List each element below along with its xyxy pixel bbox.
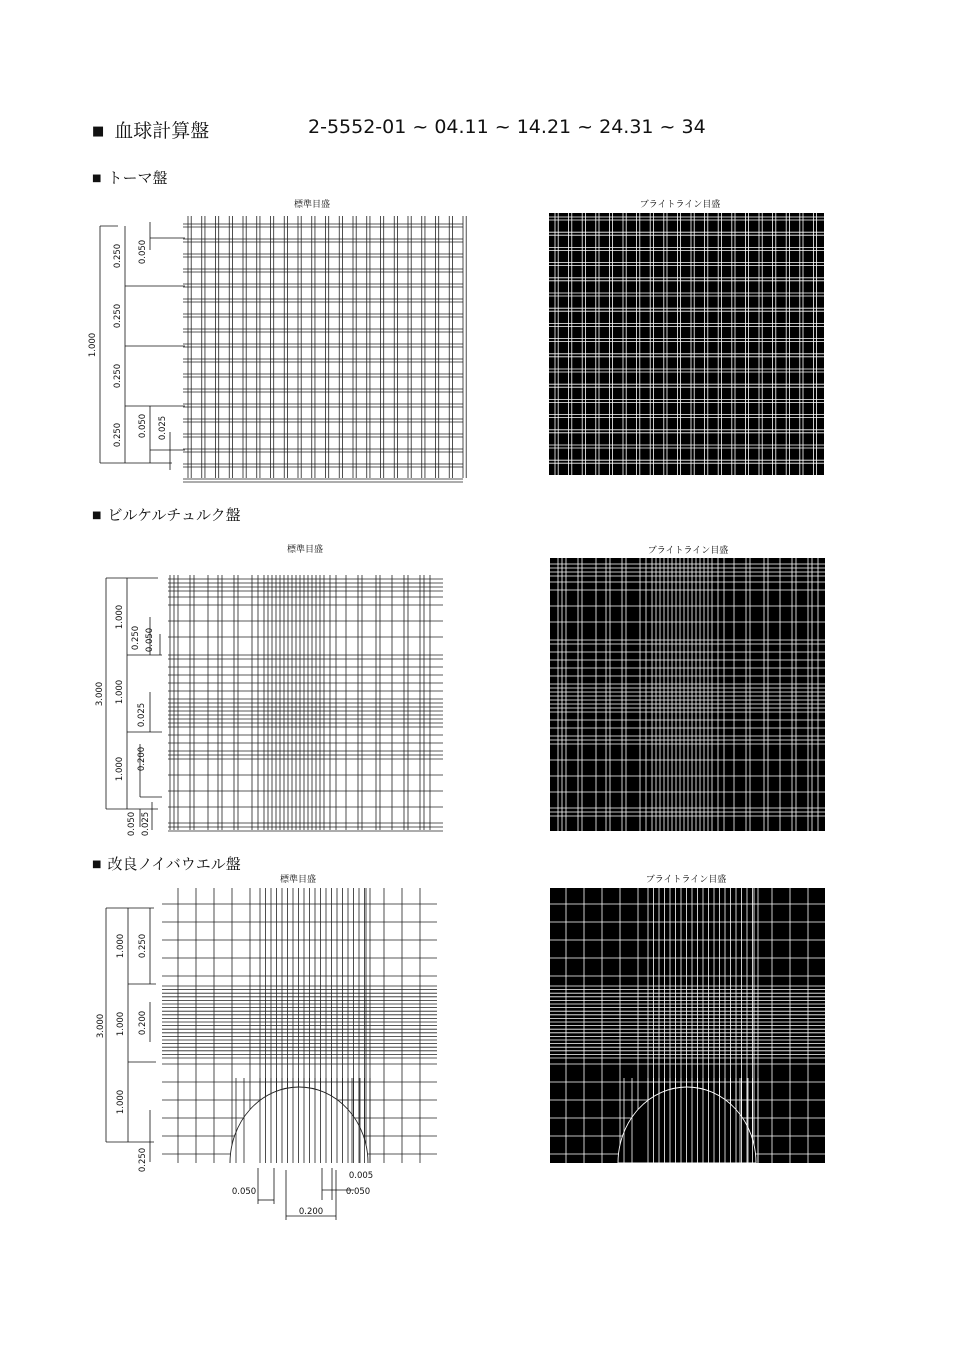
dim-third-3: 1.000 <box>115 756 125 782</box>
neubauer-bright-grid <box>550 888 825 1163</box>
bullet-icon: ■ <box>92 173 102 184</box>
burker-bright-grid <box>550 558 825 831</box>
bullet-icon: ■ <box>92 124 105 139</box>
dim-quarter-2: 0.250 <box>113 303 123 329</box>
dim-third-1: 1.000 <box>115 604 125 630</box>
burker-standard-grid <box>168 555 443 830</box>
bright-line-scale-label: ブライトライン目盛 <box>645 875 727 885</box>
dim-250: 0.250 <box>131 625 141 651</box>
dim-third-3: 1.000 <box>116 1089 126 1115</box>
thoma-grid-lines <box>183 216 466 482</box>
dim-quarter-1: 0.250 <box>113 243 123 269</box>
section-title-neubauer: ■ 改良ノイバウエル盤 <box>92 855 241 873</box>
dim-third-2: 1.000 <box>116 1011 126 1037</box>
dim-005: 0.005 <box>348 1171 374 1181</box>
dim-200: 0.200 <box>138 1010 148 1036</box>
dim-025: 0.025 <box>137 702 147 728</box>
dim-total: 3.000 <box>96 1013 106 1039</box>
dim-total: 3.000 <box>95 681 105 707</box>
section-title-burker: ■ ビルケルチュルク盤 <box>92 506 241 524</box>
dim-250-top: 0.250 <box>138 933 148 959</box>
dim-tiny: 0.025 <box>158 415 168 441</box>
neubauer-standard-grid <box>162 888 437 1163</box>
dim-250-bottom: 0.250 <box>138 1147 148 1173</box>
dim-small-2: 0.050 <box>138 413 148 439</box>
dim-050: 0.050 <box>145 627 155 653</box>
bullet-icon: ■ <box>92 510 102 521</box>
standard-scale-label: 標準目盛 <box>279 875 316 885</box>
dim-third-1: 1.000 <box>116 933 126 959</box>
thoma-bright-grid <box>549 213 824 475</box>
dim-050-left: 0.050 <box>231 1187 257 1197</box>
dim-bottom-025: 0.025 <box>141 811 151 837</box>
dim-050-right: 0.050 <box>345 1187 371 1197</box>
standard-scale-label: 標準目盛 <box>293 200 330 210</box>
dim-200: 0.200 <box>137 746 147 772</box>
section-title-thoma: ■ トーマ盤 <box>92 169 168 187</box>
page-title <box>92 116 706 143</box>
standard-scale-label: 標準目盛 <box>286 545 323 555</box>
bullet-icon: ■ <box>92 859 102 870</box>
dim-quarter-4: 0.250 <box>113 422 123 448</box>
dim-bottom-050: 0.050 <box>127 811 137 837</box>
dim-200-bottom: 0.200 <box>298 1207 324 1217</box>
dim-third-2: 1.000 <box>115 679 125 705</box>
dim-small-1: 0.050 <box>138 239 148 265</box>
title-text: 血球計算盤 <box>114 120 210 142</box>
thoma-dimension-diagram <box>80 210 480 490</box>
bright-line-scale-label: ブライトライン目盛 <box>639 200 721 210</box>
dim-total: 1.000 <box>88 332 98 358</box>
bright-line-scale-label: ブライトライン目盛 <box>647 546 729 556</box>
dim-quarter-3: 0.250 <box>113 363 123 389</box>
product-codes: 2-5552-01 ~ 04.11 ~ 14.21 ~ 24.31 ~ 34 <box>308 116 706 138</box>
